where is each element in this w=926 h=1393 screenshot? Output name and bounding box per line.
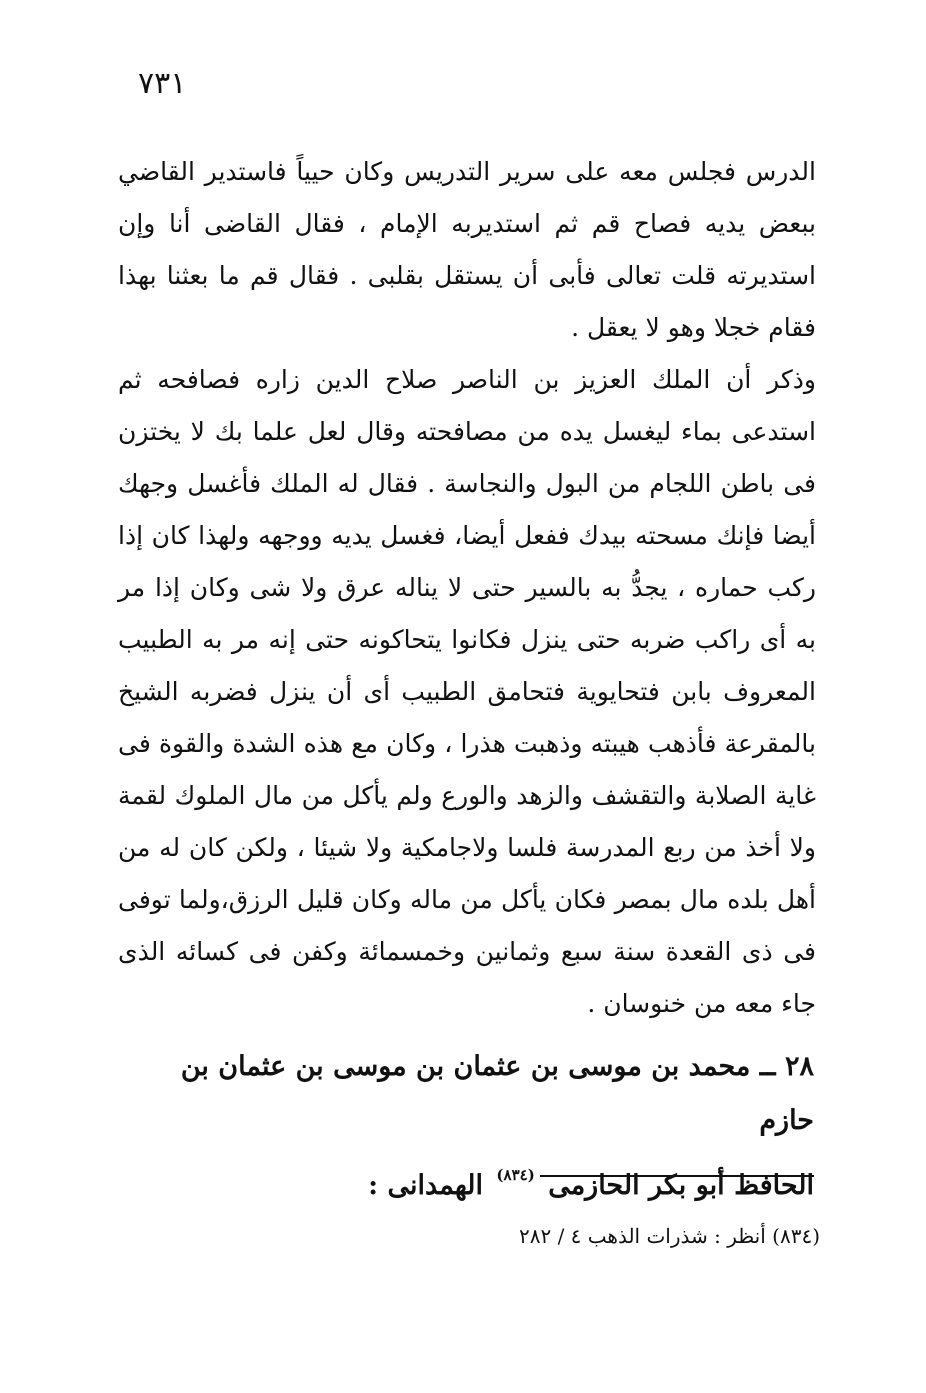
entry-heading-line-1: ٢٨ ــ محمد بن موسى بن عثمان بن موسى بن عثمان بن حازم bbox=[180, 1051, 814, 1136]
paragraph-1: الدرس فجلس معه على سرير التدريس وكان حيياً فاستدير القاضي ببعض يديه فصاح قم ثم استديربه الإمام ، فقال القاضى أنا وإن استديرته قلت تعالى فأبى أن يستقل بقلبى . فقال قم ما بعثنا بهذا فقام خجلا وهو لا يعقل . bbox=[118, 157, 816, 342]
entry-name: الحافظ أبو بكر الحازمى bbox=[548, 1170, 814, 1201]
entry-heading-line-2 bbox=[134, 1148, 814, 1213]
footnote-divider bbox=[540, 1175, 814, 1177]
paragraph-2: وذكر أن الملك العزيز بن الناصر صلاح الدين زاره فصافحه ثم استدعى بماء ليغسل يده من مصافحته وقال لعل علما بك لا يختزن فى باطن اللجام من البول والنجاسة . فقال له الملك فأغسل وجهك أيضا فإنك مسحته بيدك ففعل أيضا، فغسل يديه ووجهه ولهذا كان إذا ركب حماره ، يجدُّ به بالسير حتى لا يناله عرق ولا شى وكان إذا مر به أى راكب ضربه حتى ينزل فكانوا يتحاكونه حتى إنه مر به الطبيب المعروف بابن فتحايوية فتحامق الطبيب أى أن ينزل فضربه الشيخ بالمقرعة فأذهب هيبته وذهبت هذرا ، وكان مع هذه الشدة والقوة فى غاية الصلابة والتقشف والزهد والورع ولم يأكل من مال الملوك لقمة ولا أخذ من ربع المدرسة فلسا ولاجامكية ولا شيئا ، ولكن كان له من أهل بلده مال بمصر فكان يأكل من ماله وكان قليل الرزق،ولما توفى فى ذى القعدة سنة سبع وثمانين وخمسمائة وكفن فى كسائه الذى جاء معه من خنوسان . bbox=[118, 365, 816, 1018]
main-text bbox=[118, 146, 816, 1030]
entry-nisba: الهمدانى : bbox=[368, 1170, 483, 1201]
footnote: (٨٣٤) أنظر : شذرات الذهب ٤ / ٢٨٢ bbox=[518, 1224, 820, 1248]
footnote-reference: (٨٣٤) bbox=[496, 1166, 535, 1184]
biography-entry-heading bbox=[134, 1040, 814, 1213]
page-number: ٧٣١ bbox=[138, 66, 187, 101]
